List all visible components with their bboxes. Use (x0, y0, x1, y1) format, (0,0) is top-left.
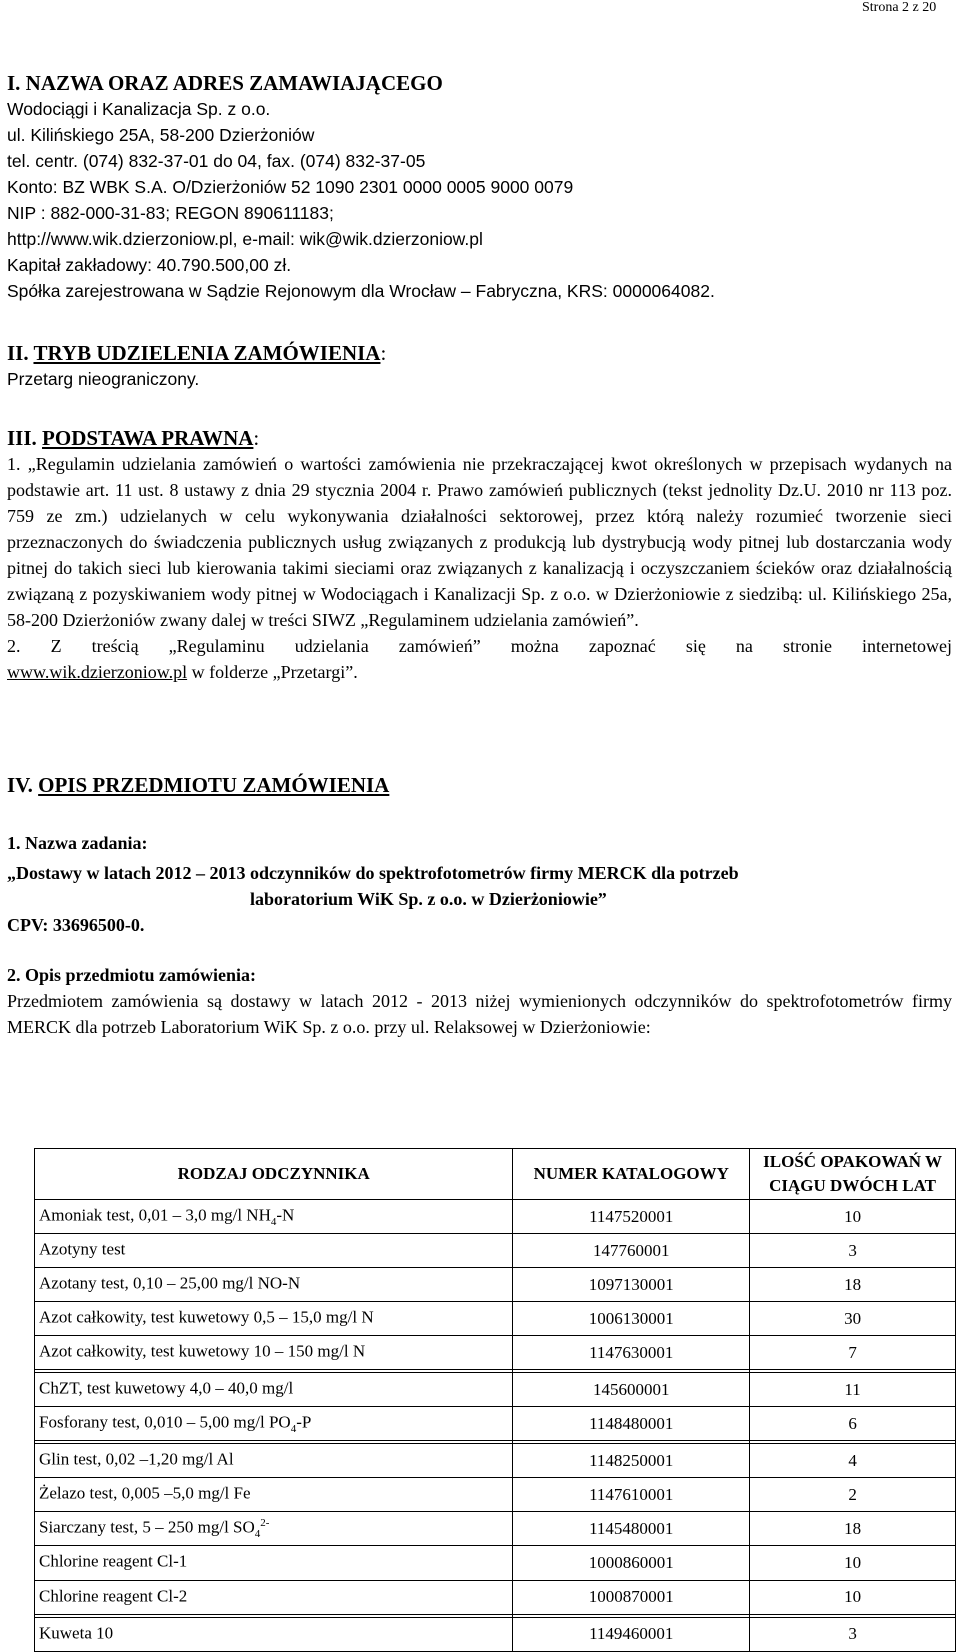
reagent-name (35, 1580, 513, 1614)
quantity: 4 (750, 1444, 956, 1478)
section-3-colon: : (253, 426, 260, 450)
reagent-name (35, 1478, 513, 1512)
procedure-type: Przetarg nieograniczony. (7, 369, 200, 389)
section-2-heading (7, 340, 952, 366)
section-4-number: IV. (7, 773, 39, 797)
catalog-number: 1097130001 (513, 1268, 750, 1302)
reagent-name-text: Azotyny test (39, 1239, 126, 1259)
reagent-name-text: Azot całkowity, test kuwetowy 0,5 – 15,0 mg/l N (39, 1307, 374, 1327)
quantity: 7 (750, 1336, 956, 1370)
reagent-name (35, 1268, 513, 1302)
quantity: 10 (750, 1546, 956, 1580)
catalog-number: 147760001 (513, 1234, 750, 1268)
catalog-number: 1006130001 (513, 1302, 750, 1336)
quantity: 6 (750, 1407, 956, 1441)
section-4-heading (7, 772, 952, 798)
catalog-number: 1148250001 (513, 1444, 750, 1478)
table-row (35, 1478, 956, 1512)
quantity: 10 (750, 1580, 956, 1614)
section-subject (7, 772, 952, 798)
task-name-line-1: „Dostawy w latach 2012 – 2013 odczynników do spektrofotometrów firmy MERCK dla potrzeb (7, 863, 739, 883)
cpv-code: CPV: 33696500-0. (7, 915, 145, 935)
reagent-name (35, 1546, 513, 1580)
table-row (35, 1200, 956, 1234)
quantity: 10 (750, 1200, 956, 1234)
legal-basis-paragraph-2: 2. Z treścią „Regulaminu udzielania zamówień” można zapoznać się na stronie internetowej (7, 636, 952, 656)
reagent-name (35, 1617, 513, 1651)
reagent-name-text: Chlorine reagent Cl-1 (39, 1552, 188, 1572)
section-procedure (7, 340, 952, 392)
table-row (35, 1546, 956, 1580)
company-capital: Kapitał zakładowy: 40.790.500,00 zł. (7, 255, 292, 275)
section-2-number: II. (7, 341, 34, 365)
reagent-name-text: Siarczany test, 5 – 250 mg/l SO (39, 1518, 255, 1538)
reagent-superscript: 2- (260, 1517, 270, 1530)
table-row (35, 1373, 956, 1407)
table-row (35, 1444, 956, 1478)
description-text: Przedmiotem zamówienia są dostawy w latach 2012 - 2013 niżej wymienionych odczynników do spektrofotometrów firmy MERCK dla potrzeb Laboratorium WiK Sp. z o.o. przy ul. Relaksowej w Dzierżoniowie: (7, 991, 952, 1037)
reagent-name (35, 1302, 513, 1336)
catalog-number: 1000870001 (513, 1580, 750, 1614)
company-website-email[interactable]: http://www.wik.dzierzoniow.pl, e-mail: wik@wik.dzierzoniow.pl (7, 229, 483, 249)
section-legal-basis (7, 425, 952, 685)
catalog-number: 145600001 (513, 1373, 750, 1407)
reagent-suffix: -N (276, 1205, 295, 1225)
section-3-heading (7, 425, 952, 451)
header-reagent-type: RODZAJ ODCZYNNIKA (35, 1149, 513, 1200)
company-bank-account: Konto: BZ WBK S.A. O/Dzierżoniów 52 1090 2301 0000 0005 9000 0079 (7, 177, 574, 197)
reagent-subscript: 4 (270, 1216, 277, 1229)
reagent-subscript: 4 (290, 1423, 297, 1436)
quantity: 3 (750, 1234, 956, 1268)
table-header-row (35, 1149, 956, 1200)
reagents-table (34, 1148, 956, 1652)
reagent-name-text: Kuweta 10 (39, 1623, 114, 1643)
quantity: 11 (750, 1373, 956, 1407)
company-phone: tel. centr. (074) 832-37-01 do 04, fax. (074) 832-37-05 (7, 151, 426, 171)
table-row (35, 1268, 956, 1302)
description-label: 2. Opis przedmiotu zamówienia: (7, 965, 256, 985)
section-2-colon: : (380, 341, 387, 365)
task-name-block (7, 830, 952, 938)
table-row (35, 1407, 956, 1441)
legal-basis-folder: w folderze „Przetargi”. (187, 662, 358, 682)
task-name-label: 1. Nazwa zadania: (7, 833, 148, 853)
reagent-name-text: Glin test, 0,02 –1,20 mg/l Al (39, 1449, 234, 1469)
company-address: ul. Kilińskiego 25A, 58-200 Dzierżoniów (7, 125, 315, 145)
task-name-line-2: laboratorium WiK Sp. z o.o. w Dzierżoniowie” (250, 889, 607, 909)
section-4-title: OPIS PRZEDMIOTU ZAMÓWIENIA (38, 773, 390, 797)
legal-basis-paragraph-1: 1. „Regulamin udzielania zamówień o wartości zamówienia nie przekraczającej kwot określonych w przepisach wydanych na podstawie art. 11 ust. 8 ustawy z dnia 29 stycznia 2004 r. Prawo zamówień publicznych (tekst jednolity Dz.U. 2010 nr 113 poz. 759 ze zm.) udzielanych w celu wykonywania działalności sektorowej, przez którą należy rozumieć tworzenie sieci przeznaczonych do świadczenia publicznych usług związanych z produkcją lub dystrybucją wody pitnej lub dostarczania wody pitnej do takich sieci lub kierowania takimi sieciami oraz związanych z kanalizacją i oczyszczaniem ścieków oraz działalnością związaną z pozyskiwaniem wody pitnej w Wodociągach i Kanalizacji Sp. z o.o. w Dzierżoniowie z siedzibą: ul. Kilińskiego 25a, 58-200 Dzierżoniów zwany dalej w treści SIWZ „Regulaminem udzielania zamówień”. (7, 454, 952, 630)
table-body (35, 1200, 956, 1652)
description-block (7, 962, 952, 1040)
quantity: 18 (750, 1512, 956, 1546)
table-row (35, 1580, 956, 1614)
catalog-number: 1148480001 (513, 1407, 750, 1441)
quantity: 3 (750, 1617, 956, 1651)
reagent-name-text: Chlorine reagent Cl-2 (39, 1586, 188, 1606)
section-3-number: III. (7, 426, 43, 450)
reagent-name-text: Amoniak test, 0,01 – 3,0 mg/l NH (39, 1205, 271, 1225)
reagent-name-text: ChZT, test kuwetowy 4,0 – 40,0 mg/l (39, 1378, 294, 1398)
reagent-name (35, 1444, 513, 1478)
reagent-name (35, 1336, 513, 1370)
reagent-name-text: Azotany test, 0,10 – 25,00 mg/l NO-N (39, 1273, 301, 1293)
reagent-name (35, 1234, 513, 1268)
legal-basis-paragraph-2-cont (7, 659, 952, 685)
company-nip-regon: NIP : 882-000-31-83; REGON 890611183; (7, 203, 334, 223)
reagent-name (35, 1373, 513, 1407)
table-row (35, 1302, 956, 1336)
catalog-number: 1147610001 (513, 1478, 750, 1512)
reagent-name (35, 1512, 513, 1546)
quantity: 2 (750, 1478, 956, 1512)
catalog-number: 1147630001 (513, 1336, 750, 1370)
company-registration: Spółka zarejestrowana w Sądzie Rejonowym dla Wrocław – Fabryczna, KRS: 0000064082. (7, 281, 715, 301)
company-name: Wodociągi i Kanalizacja Sp. z o.o. (7, 99, 271, 119)
page-number: Strona 2 z 20 (862, 0, 937, 15)
reagent-subscript: 4 (254, 1528, 261, 1541)
catalog-number: 1145480001 (513, 1512, 750, 1546)
reagent-name-text: Żelazo test, 0,005 –5,0 mg/l Fe (39, 1484, 251, 1504)
section-1-heading: I. NAZWA ORAZ ADRES ZAMAWIAJĄCEGO (7, 71, 443, 95)
table-row (35, 1617, 956, 1651)
reagent-name (35, 1200, 513, 1234)
section-ordering-party (7, 70, 952, 304)
table-row (35, 1336, 956, 1370)
catalog-number: 1000860001 (513, 1546, 750, 1580)
table-row (35, 1234, 956, 1268)
section-3-title: PODSTAWA PRAWNA (42, 426, 254, 450)
table-row (35, 1512, 956, 1546)
reagent-suffix: -P (296, 1412, 312, 1432)
quantity: 30 (750, 1302, 956, 1336)
reagent-name-text: Fosforany test, 0,010 – 5,00 mg/l PO (39, 1412, 291, 1432)
reagent-name-text: Azot całkowity, test kuwetowy 10 – 150 mg/l N (39, 1341, 366, 1361)
header-quantity: ILOŚĆ OPAKOWAŃ W CIĄGU DWÓCH LAT (750, 1149, 956, 1200)
header-catalog-number: NUMER KATALOGOWY (513, 1149, 750, 1200)
catalog-number: 1149460001 (513, 1617, 750, 1651)
quantity: 18 (750, 1268, 956, 1302)
website-link[interactable]: www.wik.dzierzoniow.pl (7, 662, 188, 682)
reagent-name (35, 1407, 513, 1441)
catalog-number: 1147520001 (513, 1200, 750, 1234)
section-2-title: TRYB UDZIELENIA ZAMÓWIENIA (33, 341, 381, 365)
